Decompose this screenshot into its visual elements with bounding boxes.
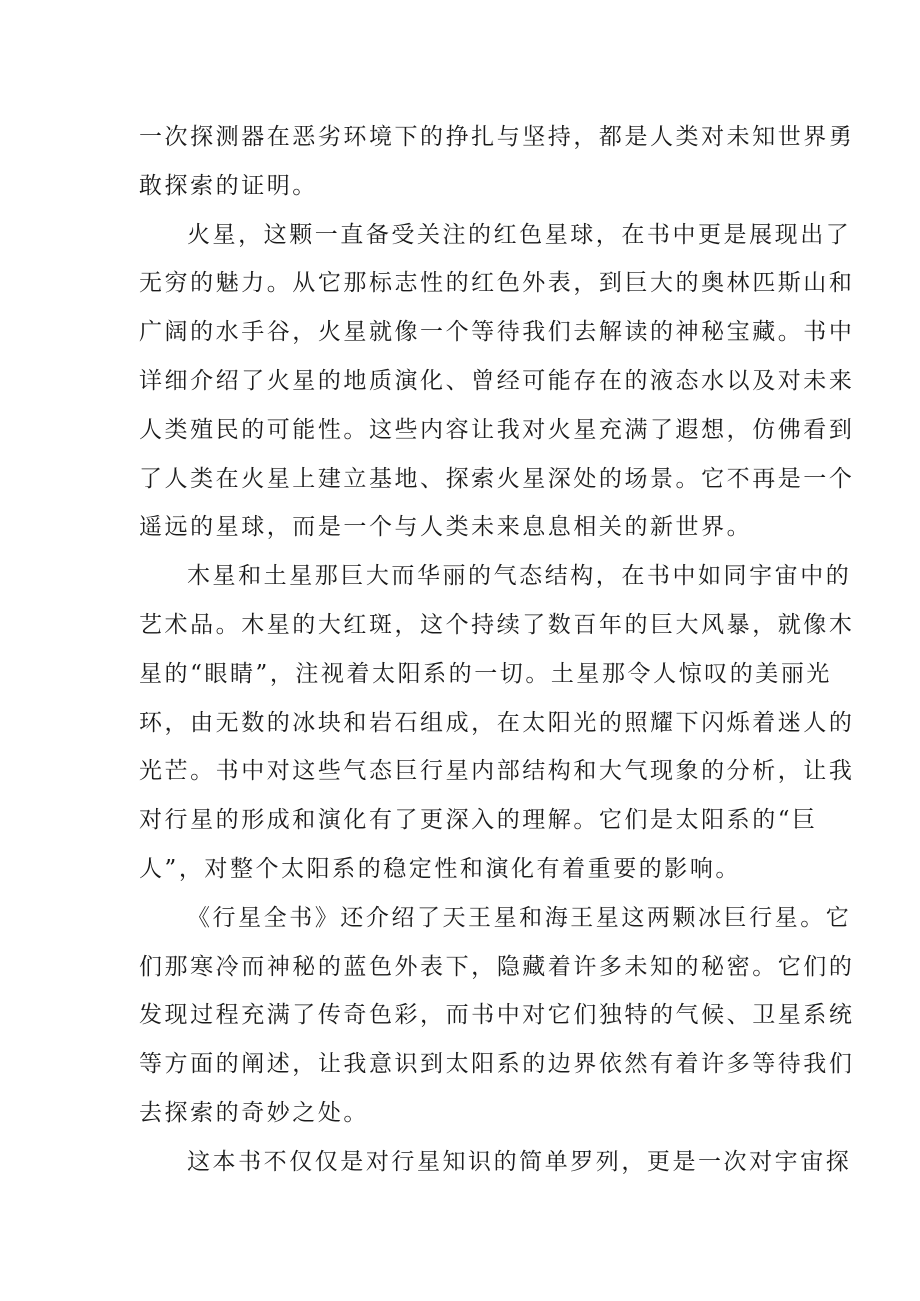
document-body-text <box>139 113 855 1187</box>
text-line: 环，由无数的冰块和岩石组成，在太阳光的照耀下闪烁着迷人的 <box>139 709 855 736</box>
text-line: 光芒。书中对这些气态巨行星内部结构和大气现象的分析，让我 <box>139 758 855 785</box>
text-line: 艺术品。木星的大红斑，这个持续了数百年的巨大风暴，就像木 <box>139 611 855 638</box>
text-line: 了人类在火星上建立基地、探索火星深处的场景。它不再是一个 <box>139 465 855 492</box>
text-line: 人”，对整个太阳系的稳定性和演化有着重要的影响。 <box>139 855 741 882</box>
text-line: 人类殖民的可能性。这些内容让我对火星充满了遐想，仿佛看到 <box>139 416 855 443</box>
text-line: 广阔的水手谷，火星就像一个等待我们去解读的神秘宝藏。书中 <box>139 319 855 346</box>
text-line: 等方面的阐述，让我意识到太阳系的边界依然有着许多等待我们 <box>139 1051 855 1078</box>
text-line: 《行星全书》还介绍了天王星和海王星这两颗冰巨行星。它 <box>187 904 852 931</box>
text-line: 火星，这颗一直备受关注的红色星球，在书中更是展现出了 <box>187 221 852 248</box>
text-line: 去探索的奇妙之处。 <box>139 1099 369 1126</box>
text-line: 们那寒冷而神秘的蓝色外表下，隐藏着许多未知的秘密。它们的 <box>139 953 855 980</box>
text-line: 敢探索的证明。 <box>139 172 318 199</box>
text-line: 详细介绍了火星的地质演化、曾经可能存在的液态水以及对未来 <box>139 367 855 394</box>
text-line: 一次探测器在恶劣环境下的挣扎与坚持，都是人类对未知世界勇 <box>139 124 855 150</box>
text-line: 发现过程充满了传奇色彩，而书中对它们独特的气候、卫星系统 <box>139 1002 855 1029</box>
text-line: 对行星的形成和演化有了更深入的理解。它们是太阳系的“巨 <box>139 807 818 834</box>
text-line: 木星和土星那巨大而华丽的气态结构，在书中如同宇宙中的 <box>187 563 852 590</box>
text-line: 星的“眼睛”，注视着太阳系的一切。土星那令人惊叹的美丽光 <box>139 660 832 687</box>
text-line: 这本书不仅仅是对行星知识的简单罗列，更是一次对宇宙探 <box>187 1148 852 1175</box>
text-line: 无穷的魅力。从它那标志性的红色外表，到巨大的奥林匹斯山和 <box>139 270 855 297</box>
text-line: 遥远的星球，而是一个与人类未来息息相关的新世界。 <box>139 514 753 541</box>
